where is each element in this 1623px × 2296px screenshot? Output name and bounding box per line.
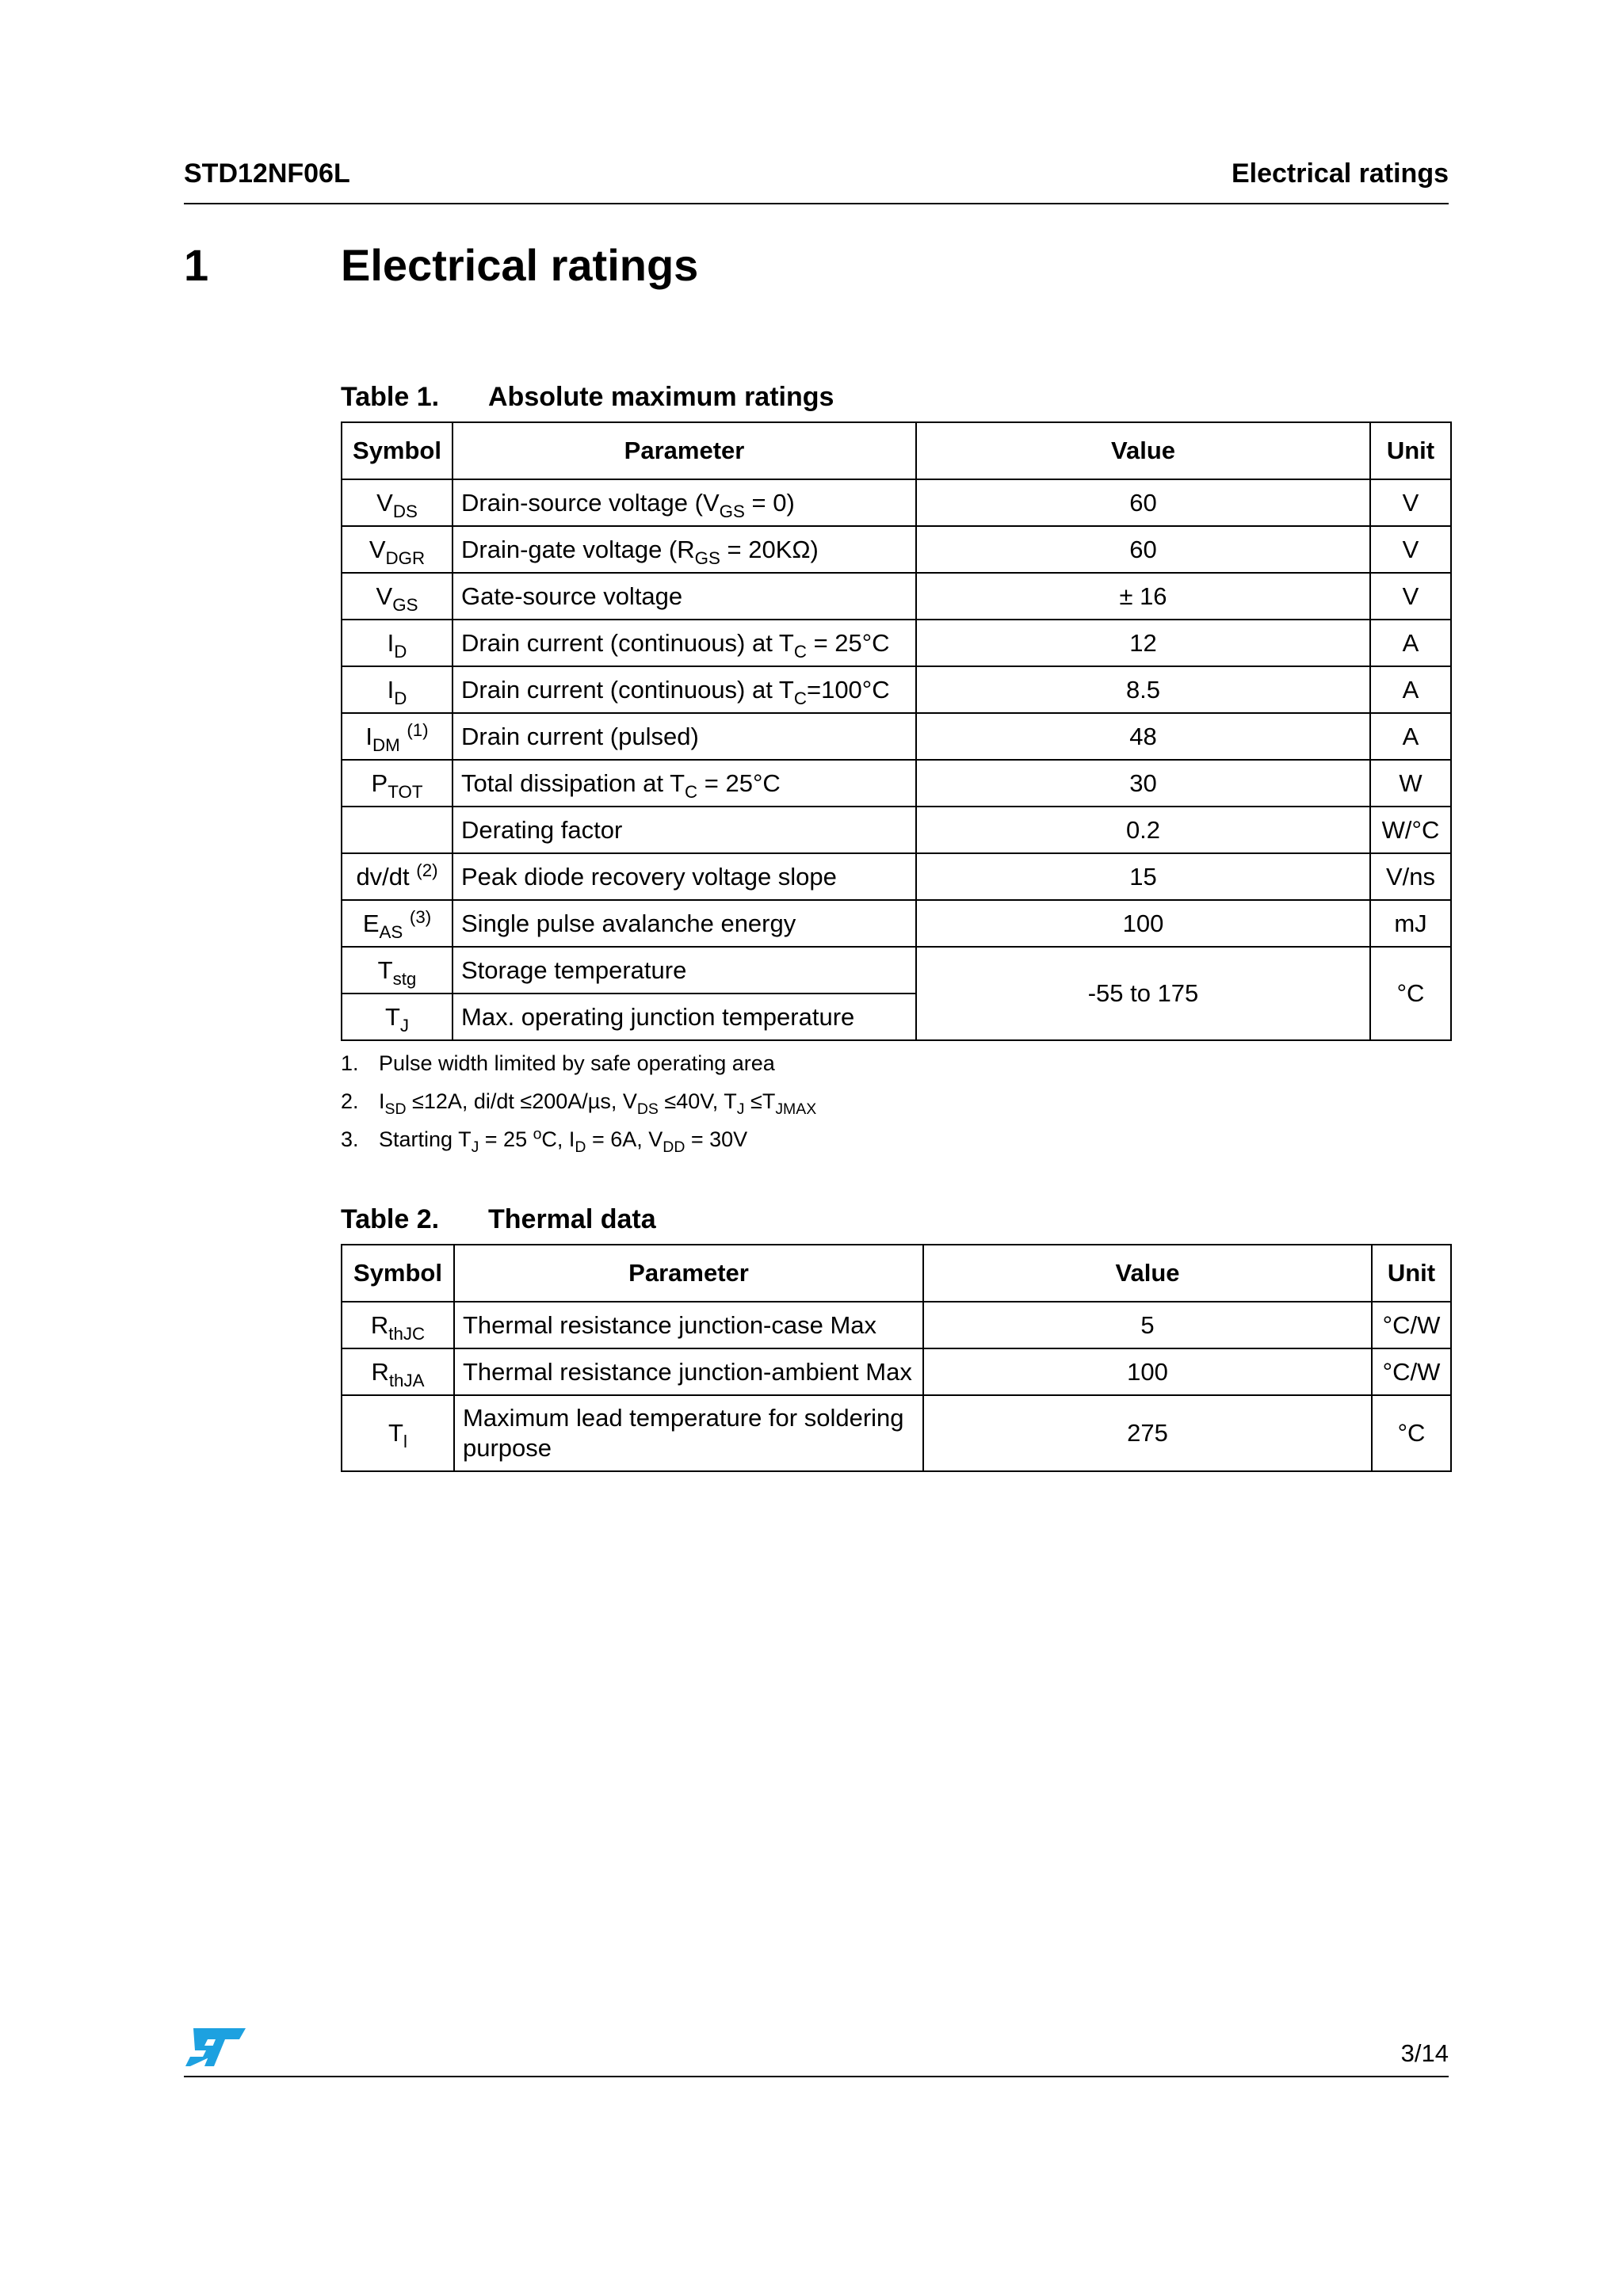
- parameter-cell: Derating factor: [453, 807, 916, 853]
- symbol-cell: $V_{GS}$: [342, 573, 453, 620]
- table1-caption-number: Table 1.: [341, 382, 440, 412]
- symbol-cell: $I_{DM}$ $^{(1)}$: [342, 713, 453, 760]
- value-cell: 30: [916, 760, 1370, 807]
- symbol-cell: $V_{DS}$: [342, 479, 453, 526]
- table-row: [342, 573, 1451, 620]
- parameter-cell: Gate-source voltage: [453, 573, 916, 620]
- section-number: 1: [184, 240, 209, 290]
- col-header-symbol: Symbol: [342, 422, 453, 479]
- table-header-row: [342, 1245, 1451, 1302]
- footnote-1: 1. Pulse width limited by safe operating area: [341, 1051, 775, 1075]
- unit-cell: V: [1370, 526, 1451, 573]
- unit-cell: A: [1370, 666, 1451, 713]
- parameter-cell: Drain current (continuous) at $T_C=100^\circ C$: [453, 666, 916, 713]
- unit-cell: mJ: [1370, 900, 1451, 947]
- parameter-cell: Peak diode recovery voltage slope: [453, 853, 916, 900]
- table1-footnotes: [341, 1044, 816, 1158]
- parameter-cell: Drain current (pulsed): [453, 713, 916, 760]
- table2-caption-title: Thermal data: [488, 1204, 656, 1234]
- parameter-cell: Drain-gate voltage $(R_{GS} = 20K\Omega)$: [453, 526, 916, 573]
- col-header-parameter: Parameter: [454, 1245, 923, 1302]
- footnote-2: 2. $I_{SD} \le 12A$, di/dt ≤200A/µs, $V_{DS} \le 40V$, $T_J \le T_{JMAX}$: [341, 1089, 817, 1118]
- symbol-cell: $P_{TOT}$: [342, 760, 453, 807]
- absolute-max-ratings-table: [341, 421, 1452, 1041]
- thermal-data-table: [341, 1244, 1452, 1472]
- parameter-cell: Max. operating junction temperature: [453, 994, 916, 1040]
- value-cell: 48: [916, 713, 1370, 760]
- table-row: [342, 526, 1451, 573]
- symbol-cell: $R_{thJA}$: [342, 1348, 454, 1395]
- symbol-cell: $R_{thJC}$: [342, 1302, 454, 1348]
- value-cell: 8.5: [916, 666, 1370, 713]
- table-header-row: [342, 422, 1451, 479]
- value-cell: 275: [923, 1395, 1372, 1471]
- table-row: [342, 479, 1451, 526]
- table-row: [342, 853, 1451, 900]
- symbol-cell: $T_J$: [342, 994, 453, 1040]
- table-row: [342, 1348, 1451, 1395]
- section-title: Electrical ratings: [341, 240, 699, 290]
- value-cell: 12: [916, 620, 1370, 666]
- footnote-3: 3. Starting $T_J = 25$ $^o$C, $I_D = 6A$, $V_{DD} = 30V$: [341, 1125, 748, 1156]
- symbol-cell: $T_{stg}$: [342, 947, 453, 994]
- col-header-value: Value: [923, 1245, 1372, 1302]
- value-cell: 60: [916, 479, 1370, 526]
- parameter-cell: Thermal resistance junction-ambient Max: [454, 1348, 923, 1395]
- symbol-cell: $T_l$: [342, 1395, 454, 1471]
- value-cell: 60: [916, 526, 1370, 573]
- value-cell: 5: [923, 1302, 1372, 1348]
- symbol-cell: $E_{AS}$ $^{(3)}$: [342, 900, 453, 947]
- header-rule: [184, 203, 1449, 204]
- col-header-unit: Unit: [1370, 422, 1451, 479]
- doc-part-number: STD12NF06L: [184, 158, 350, 189]
- st-logo-icon: [184, 2027, 247, 2068]
- unit-cell: °C/W: [1372, 1348, 1451, 1395]
- unit-cell: W: [1370, 760, 1451, 807]
- unit-cell: °C/W: [1372, 1302, 1451, 1348]
- unit-cell: A: [1370, 713, 1451, 760]
- symbol-cell: dv/dt $^{(2)}$: [342, 853, 453, 900]
- parameter-cell: Maximum lead temperature for soldering purpose: [454, 1395, 923, 1471]
- symbol-cell: [342, 807, 453, 853]
- table-row: [342, 760, 1451, 807]
- table-row: [342, 1395, 1451, 1471]
- parameter-cell: Storage temperature: [453, 947, 916, 994]
- table1-caption: [341, 382, 834, 413]
- value-cell: 100: [916, 900, 1370, 947]
- unit-cell: V/ns: [1370, 853, 1451, 900]
- table-row: [342, 807, 1451, 853]
- value-cell: -55 to 175: [916, 947, 1370, 1040]
- table-row: [342, 1302, 1451, 1348]
- symbol-cell: $V_{DGR}$: [342, 526, 453, 573]
- unit-cell: V: [1370, 479, 1451, 526]
- parameter-cell: Total dissipation at $T_C = 25^\circ C$: [453, 760, 916, 807]
- unit-cell: °C: [1370, 947, 1451, 1040]
- unit-cell: W/°C: [1370, 807, 1451, 853]
- parameter-cell: Single pulse avalanche energy: [453, 900, 916, 947]
- table-row: [342, 620, 1451, 666]
- value-cell: 0.2: [916, 807, 1370, 853]
- table-row: [342, 947, 1451, 994]
- footer-rule: [184, 2076, 1449, 2077]
- col-header-unit: Unit: [1372, 1245, 1451, 1302]
- parameter-cell: Drain current (continuous) at $T_C = 25^\circ C$: [453, 620, 916, 666]
- parameter-cell: Drain-source voltage $(V_{GS} = 0)$: [453, 479, 916, 526]
- table2-caption-number: Table 2.: [341, 1204, 440, 1234]
- value-cell: ± 16: [916, 573, 1370, 620]
- col-header-parameter: Parameter: [453, 422, 916, 479]
- col-header-symbol: Symbol: [342, 1245, 454, 1302]
- unit-cell: V: [1370, 573, 1451, 620]
- page-number: 3/14: [1400, 2039, 1449, 2067]
- table-row: [342, 666, 1451, 713]
- value-cell: 100: [923, 1348, 1372, 1395]
- table-row: [342, 713, 1451, 760]
- unit-cell: A: [1370, 620, 1451, 666]
- parameter-cell: Thermal resistance junction-case Max: [454, 1302, 923, 1348]
- symbol-cell: $I_D$: [342, 666, 453, 713]
- table2-caption: [341, 1204, 656, 1235]
- value-cell: 15: [916, 853, 1370, 900]
- symbol-cell: $I_D$: [342, 620, 453, 666]
- unit-cell: °C: [1372, 1395, 1451, 1471]
- col-header-value: Value: [916, 422, 1370, 479]
- table1-caption-title: Absolute maximum ratings: [488, 382, 834, 412]
- doc-section-header: Electrical ratings: [1231, 158, 1449, 189]
- table-row: [342, 900, 1451, 947]
